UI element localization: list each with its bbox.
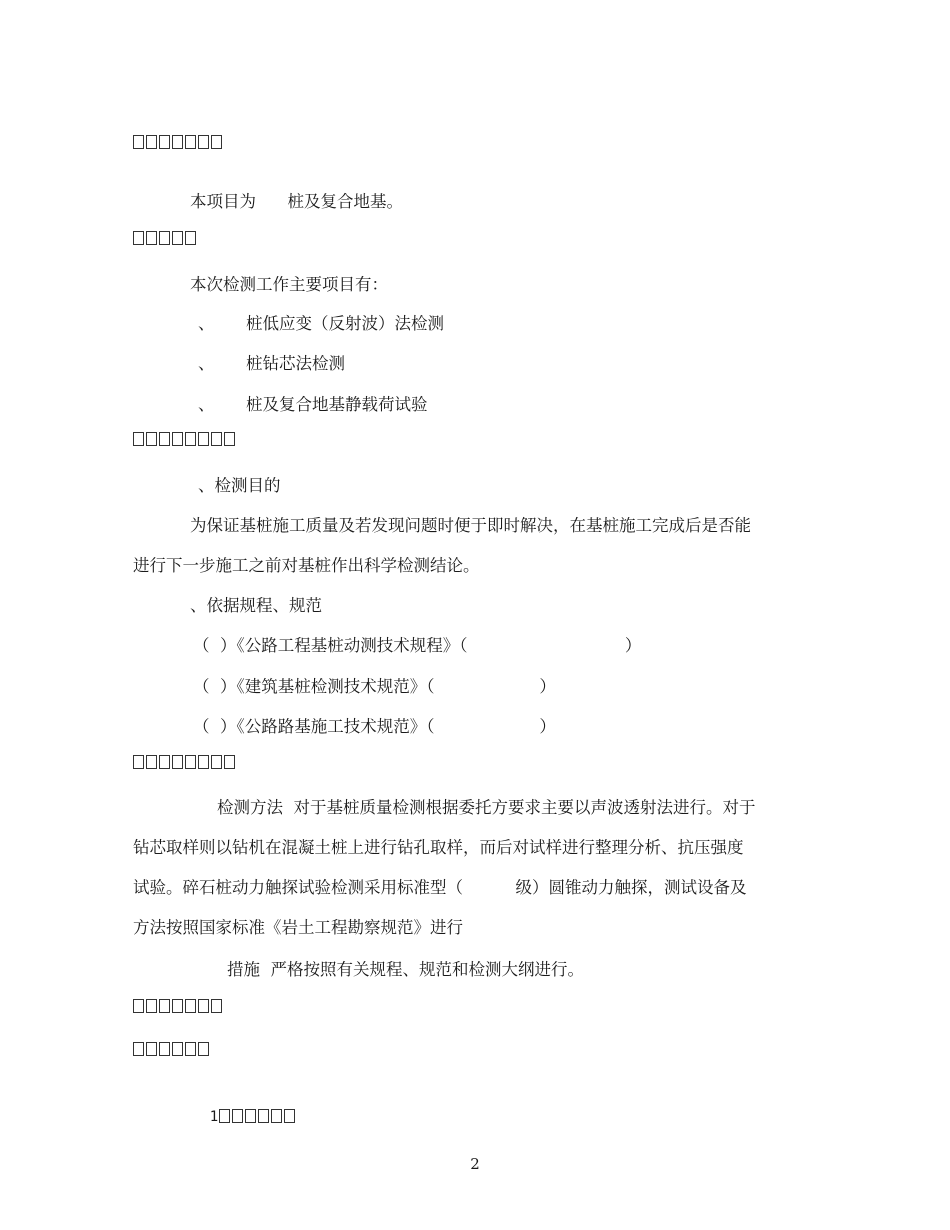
missing-glyph-box [159,432,170,446]
list-item-1: 、 桩低应变（反射波）法检测 [198,314,444,333]
section-heading-4 [133,751,237,775]
standard-1: （ ）《公路工程基桩动测技术规程》（ ） [193,636,642,655]
missing-glyph-box [258,1109,269,1123]
subsection-boxes [219,1109,297,1125]
missing-glyph-box [172,999,183,1013]
method-paragraph-line-3: 试验。碎石桩动力触探试验检测采用标准型（ 级）圆锥动力触探，测试设备及 [133,878,747,897]
missing-glyph-box [159,1042,170,1056]
missing-glyph-box [159,231,170,245]
missing-glyph-box [211,432,222,446]
missing-glyph-box [185,432,196,446]
section-heading-2 [133,227,198,251]
intro-line: 本次检测工作主要项目有： [190,275,388,294]
missing-glyph-box [146,432,157,446]
purpose-paragraph-line-1: 为保证基桩施工质量及若发现问题时便于即时解决，在基桩施工完成后是否能 [190,516,751,535]
missing-glyph-box [172,231,183,245]
missing-glyph-box [198,135,209,149]
method-paragraph-line-4: 方法按照国家标准《岩土工程勘察规范》进行 [133,918,463,937]
missing-glyph-box [232,1109,243,1123]
missing-glyph-box [224,432,235,446]
missing-glyph-box [172,432,183,446]
missing-glyph-box [146,1042,157,1056]
missing-glyph-box [211,999,222,1013]
missing-glyph-box [245,1109,256,1123]
missing-glyph-box [219,1109,230,1123]
missing-glyph-box [159,755,170,769]
list-item-3: 、 桩及复合地基静载荷试验 [198,395,428,414]
basis-title: 、依据规程、规范 [190,596,322,615]
subsection-heading-1 [172,1081,297,1153]
missing-glyph-box [146,755,157,769]
standard-3: （ ）《公路路基施工技术规范》（ ） [193,717,556,736]
missing-glyph-box [146,999,157,1013]
missing-glyph-box [146,135,157,149]
missing-glyph-box [185,231,196,245]
method-paragraph-line-1: 检测方法 对于基桩质量检测根据委托方要求主要以声波透射法进行。对于 [217,798,756,817]
missing-glyph-box [185,755,196,769]
measure-line: 措施 严格按照有关规程、规范和检测大纲进行。 [227,960,584,979]
missing-glyph-box [133,1042,144,1056]
missing-glyph-box [133,231,144,245]
purpose-title: 、检测目的 [198,476,281,495]
missing-glyph-box [133,755,144,769]
missing-glyph-box [271,1109,282,1123]
missing-glyph-box [224,755,235,769]
missing-glyph-box [198,999,209,1013]
section-heading-6 [133,1038,211,1062]
section-heading-5 [133,995,224,1019]
standard-2: （ ）《建筑基桩检测技术规范》（ ） [193,677,556,696]
missing-glyph-box [198,755,209,769]
missing-glyph-box [211,755,222,769]
page-number: 2 [470,1155,480,1173]
missing-glyph-box [211,135,222,149]
missing-glyph-box [172,755,183,769]
subsection-number: 1 [209,1109,220,1125]
missing-glyph-box [159,135,170,149]
missing-glyph-box [284,1109,295,1123]
missing-glyph-box [185,1042,196,1056]
missing-glyph-box [185,999,196,1013]
missing-glyph-box [172,1042,183,1056]
missing-glyph-box [185,135,196,149]
missing-glyph-box [133,432,144,446]
purpose-paragraph-line-2: 进行下一步施工之前对基桩作出科学检测结论。 [133,556,480,575]
missing-glyph-box [172,135,183,149]
section-heading-1 [133,131,224,155]
list-item-2: 、 桩钻芯法检测 [198,354,345,373]
section-heading-3 [133,428,237,452]
missing-glyph-box [133,999,144,1013]
missing-glyph-box [159,999,170,1013]
missing-glyph-box [146,231,157,245]
missing-glyph-box [198,1042,209,1056]
method-paragraph-line-2: 钻芯取样则以钻机在混凝土桩上进行钻孔取样，而后对试样进行整理分析、抗压强度 [133,838,744,857]
missing-glyph-box [198,432,209,446]
missing-glyph-box [133,135,144,149]
project-line: 本项目为 桩及复合地基。 [190,192,403,211]
